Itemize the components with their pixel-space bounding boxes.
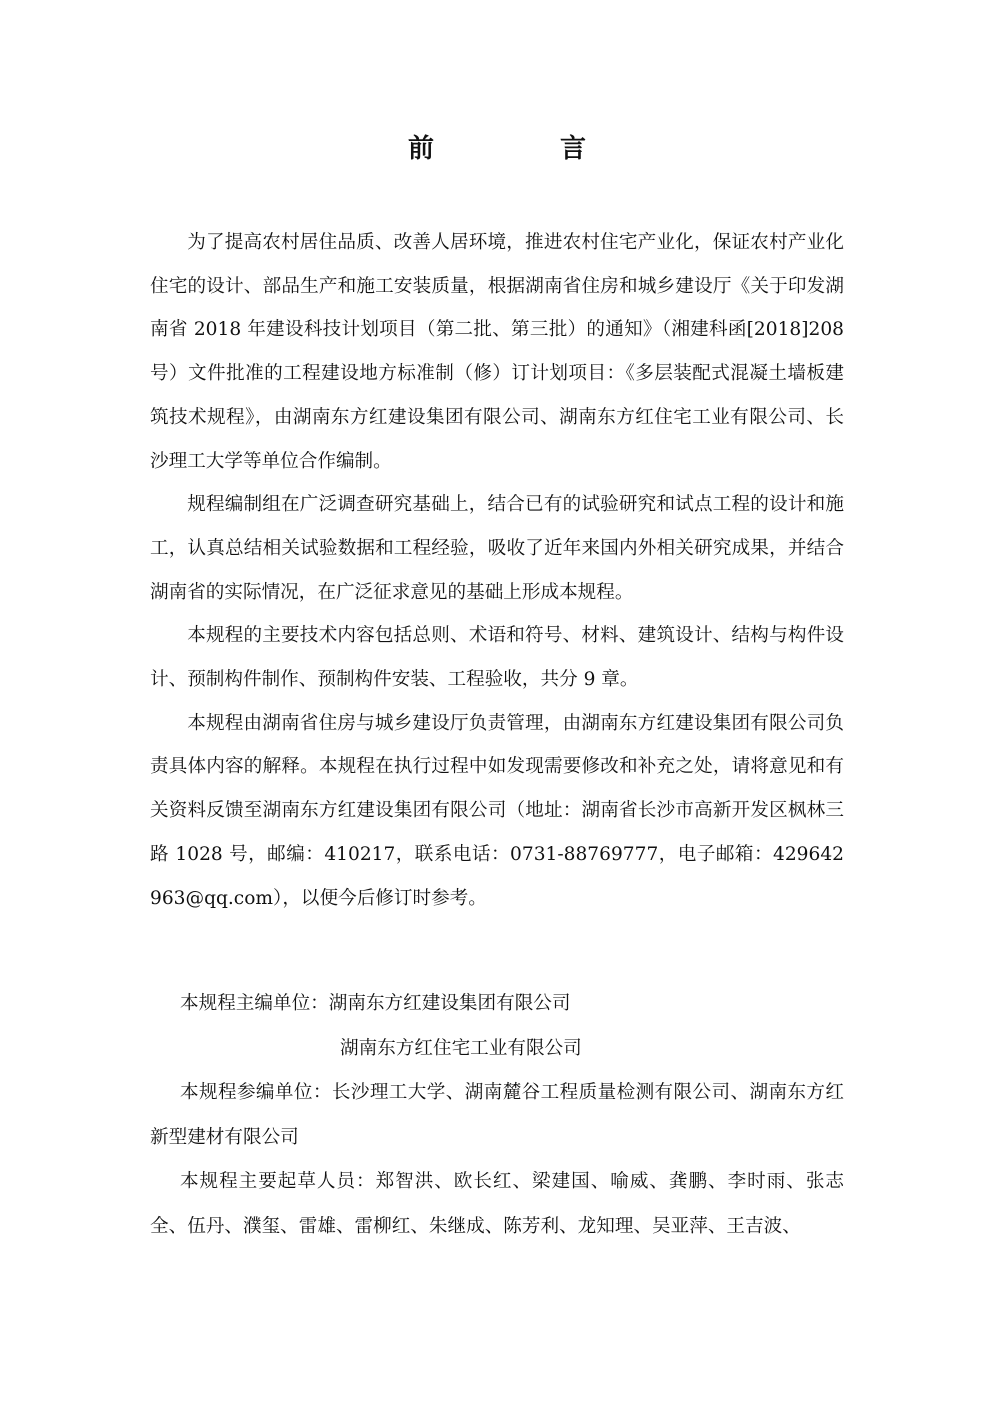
compilation-units (150, 982, 844, 1250)
page-title-char-2: 言 (560, 134, 587, 164)
chief-units-label: 本规程主编单位： (180, 993, 329, 1014)
participating-units-line: 本规程参编单位：长沙理工大学、湖南麓谷工程质量检测有限公司、湖南东方红新型建材有限公司 (150, 1082, 844, 1148)
chief-unit-2: 湖南东方红住宅工业有限公司 (340, 1037, 582, 1059)
chief-unit-1: 湖南东方红建设集团有限公司 (328, 993, 571, 1014)
chief-units-line (150, 982, 844, 1027)
preface-paragraph-1: 为了提高农村居住品质、改善人居环境，推进农村住宅产业化，保证农村产业化住宅的设计、部品生产和施工安装质量，根据湖南省住房和城乡建设厅《关于印发湖南省 2018 年建设科技计划项目（第二批、第三批）的通知》（湘建科函[2018]208 号）文件批准的工程建设地方标准制（修）订计划项目：《多层装配式混凝土墙板建筑技术规程》，由湖南东方红建设集团有限公司、湖南东方红住宅工业有限公司、长沙理工大学等单位合作编制。 (150, 232, 844, 472)
page-title (150, 128, 844, 165)
drafters-line: 本规程主要起草人员：郑智洪、欧长红、梁建国、喻威、龚鹏、李时雨、张志全、伍丹、濮玺、雷雄、雷柳红、朱继成、陈芳利、龙知理、吴亚萍、王吉波、 (150, 1171, 844, 1237)
preface-paragraph-2: 规程编制组在广泛调查研究基础上，结合已有的试验研究和试点工程的设计和施工，认真总结相关试验数据和工程经验，吸收了近年来国内外相关研究成果，并结合湖南省的实际情况，在广泛征求意见的基础上形成本规程。 (150, 494, 844, 603)
document-page (150, 0, 844, 1404)
preface-paragraph-4: 本规程由湖南省住房与城乡建设厅负责管理，由湖南东方红建设集团有限公司负责具体内容的解释。本规程在执行过程中如发现需要修改和补充之处，请将意见和有关资料反馈至湖南东方红建设集团有限公司（地址：湖南省长沙市高新开发区枫林三路 1028 号，邮编：410217，联系电话：0731-88769777，电子邮箱：429642963@qq.com），以便今后修订时参考。 (150, 712, 844, 909)
page-title-char-1: 前 (407, 134, 434, 164)
preface-paragraph-3: 本规程的主要技术内容包括总则、术语和符号、材料、建筑设计、结构与构件设计、预制构件制作、预制构件安装、工程验收，共分 9 章。 (150, 625, 844, 691)
preface-body (150, 221, 844, 920)
